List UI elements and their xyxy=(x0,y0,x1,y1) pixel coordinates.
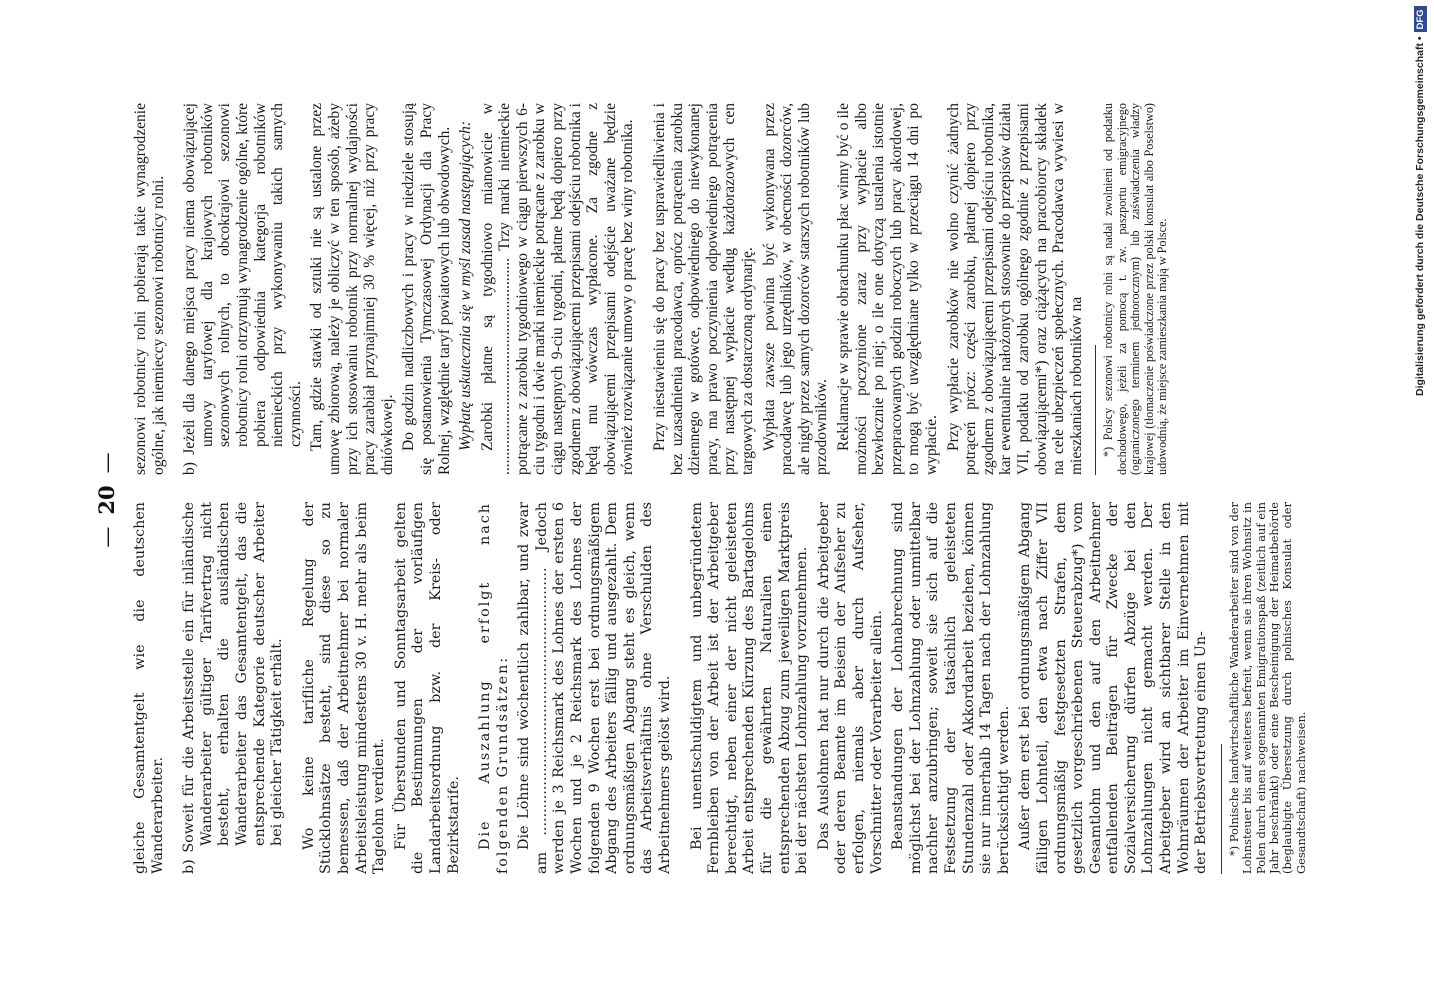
page-number-header xyxy=(94,0,119,1000)
polish-footnote: *) Polscy sezonowi robotnicy rolni są nadal zwolnieni od podatku dochodowego, jeżeli za pomocą t. zw. paszportu emigracyjnego (ograniczonego terminem jednorocznym) lub zaświadczenia władzy krajowej (tłomaczenie poświadczone przez polski konsulat albo Poselstwo) udowodnią, że miejsce zamieszkania mają w Polsce. xyxy=(1101,103,1169,475)
german-section-heading: Die Auszahlung erfolgt nach folgenden Grundsätzen: xyxy=(477,502,511,874)
polish-paragraph-10: Przy wypłacie zarobków nie wolno czynić żadnych potrąceń prócz: części zarobku, płatnej dopiero przy zgodnem z obowiązującemi przepisami odejściu robotnika, kar ewentualnie nałożonych stosownie do przepisów działu VII, podatku od zarobku ogólnego zgodnie z przepisami obowiązującemi*) oraz ciążących na pracobiorcy składek na cele ubezpieczeń społecznych. Pracodawca wywiesi w mieszkaniach robotników na xyxy=(944,103,1085,475)
german-paragraph-6: Die Löhne sind wöchentlich zahlbar, und zwar am ........................................................... Jedoch werden je 3 Reichsmark des Lohnes der ersten 6 Wochen und je 2 Reichsmark des Lohnes der folgenden 9 Wochen erst bei ordnungsmäßigem Abgang des Arbeiters fällig und ausgezahlt. Dem ordnungsmäßigen Abgang steht es gleich, wenn das Arbeitsverhältnis ohne Verschulden des Arbeitnehmers gelöst wird. xyxy=(516,502,674,874)
german-footnote-rule xyxy=(1221,744,1222,874)
polish-footnote-rule xyxy=(1095,345,1096,475)
dfg-logo: DFG xyxy=(1414,6,1427,32)
german-paragraph-2: b) Soweit für die Arbeitsstelle ein für inländische Wanderarbeiter gültiger Tarifvertrag nicht besteht, erhalten die ausländischen Wanderarbeiter das Gesamtentgelt, das die entsprechende Kategorie deutscher Arbeiter bei gleicher Tätigkeit erhält. xyxy=(181,502,286,874)
polish-paragraph-6: Zarobki płatne są tygodniowo mianowicie w ........................................................ Trzy marki niemieckie potrącane z zarobku tygodniowego w ciągu pierwszych 6-ciu tygodni i dwie marki niemieckie potrącane z zarobku w ciągu następnych 9-ciu tygodni, płatne będą dopiero przy zgodnem z obowiązującemi przepisami odejściu robotnika i będą mu wówczas wypłacone. Za zgodne z obowiązującemi przepisami odejście uważane będzie również rozwiązanie umowy o pracę bez winy robotnika. xyxy=(478,103,637,475)
page-number: 20 xyxy=(94,485,119,515)
german-paragraph-4: Für Überstunden und Sonntagsarbeit gelten die Bestimmungen der vorläufigen Landarbeitsordnung bzw. der Kreis- oder Bezirkstarife. xyxy=(392,502,462,874)
polish-paragraph-4: Do godzin nadliczbowych i pracy w niedziele stosują się postanowienia Tymczasowej Ordynacji dla Pracy Rolnej, względnie taryf powiatowych lub obwodowych. xyxy=(400,103,453,475)
german-column xyxy=(132,502,1322,874)
header-dash-left: — xyxy=(95,526,119,548)
polish-paragraph-2: b) Jeżeli dla danego miejsca pracy niema obowiązującej umowy taryfowej dla krajowych robotników sezonowych rolnych, to obcokrajowi sezonowi robotnicy rolni otrzymują wynagrodzenie ogólne, które pobiera odpowiednia kategorja robotników niemieckich przy wykonywaniu takich samych czynności. xyxy=(181,103,304,475)
digitization-credit-text: Digitalisierung gefördert durch die Deutsche Forschungsgemeinschaft • xyxy=(1414,36,1426,396)
polish-paragraph-8: Wypłata zawsze powinna być wykonywana przez pracodawcę lub jego urzędników, w obecności dozorców, ale nigdy przez samych dozorców starszych robotników lub przodowników. xyxy=(760,103,831,475)
polish-column xyxy=(132,103,1322,475)
german-paragraph-1: gleiche Gesamtentgelt wie die deutschen Wanderarbeiter. xyxy=(132,502,166,874)
digitization-credit-sidebar xyxy=(1408,0,1434,1000)
polish-section-heading xyxy=(457,103,475,475)
polish-section-heading-text: Wypłatę uskutecznia się w myśl zasad następujących: xyxy=(457,120,475,451)
digitization-credit xyxy=(1413,9,1427,396)
german-footnote: *) Polnische landwirtschaftliche Wanderarbeiter sind von der Lohnsteuer bis auf weiteres befreit, wenn sie ihren Wohnsitz in Polen durch einen sogenannten Emigrationspaß (zeitlich auf ein Jahr beschränkt) oder eine Bescheinigung der Heimatbehörde (beglaubigte Übersetzung durch polnisches Konsulat oder Gesandtschaft) nachweisen. xyxy=(1226,502,1308,874)
polish-paragraph-7: Przy niestawieniu się do pracy bez usprawiedliwienia i bez uzasadnienia pracodawca, oprócz potrącenia zarobku dziennego w gotówce, odpowiedniego do niewykonanej pracy, ma prawo poczynienia odpowiedniego potrącenia przy następnej wypłacie według każdorazowych cen targowych za dostarczoną ordynarję. xyxy=(651,103,756,475)
polish-paragraph-1: sezonowi robotnicy rolni pobierają takie wynagrodzenie ogólne, jak niemieccy sezonowi robotnicy rolni. xyxy=(132,103,167,475)
german-paragraph-10: Außer dem erst bei ordnungsmäßigem Abgang fälligen Lohnteil, den etwa nach Ziffer VII ordnungsmäßig festgesetzten Strafen, dem gesetzlich vorgeschriebenen Steuerabzug*) vom Gesamtlohn und den auf den Arbeitnehmer entfallenden Beiträgen für Zwecke der Sozialversicherung dürfen Abzüge bei den Lohnzahlungen nicht gemacht werden. Der Arbeitgeber wird an sichtbarer Stelle in den Wohnräumen der Arbeiter im Einvernehmen mit der Betriebsvertretung einen Un- xyxy=(1017,502,1210,874)
header-dash-right: — xyxy=(95,452,119,474)
german-paragraph-3: Wo keine tarifliche Regelung der Stücklohnsätze besteht, sind diese so zu bemessen, daß der Arbeitnehmer bei normaler Arbeitsleistung mindestens 30 v. H. mehr als beim Tagelohn verdient. xyxy=(300,502,388,874)
german-paragraph-7: Bei unentschuldigtem und unbegründetem Fernbleiben von der Arbeit ist der Arbeitgeber berechtigt, neben einer der nicht geleisteten Arbeit entsprechenden Kürzung des Bartagelohns für die gewährten Naturalien einen entsprechenden Abzug zum jeweiligen Marktpreis bei der nächsten Lohnzahlung vorzunehmen. xyxy=(688,502,811,874)
polish-paragraph-9: Reklamacje w sprawie obrachunku płac winny być o ile możności poczynione zaraz przy wypłacie albo bezwłocznie po niej; o ile one dotyczą ustalenia istotnie przepracowanych godzin roboczych lub pracy akordowej, to mogą być uwzględniane tylko w przeciągu 14 dni po wypłacie. xyxy=(834,103,940,475)
sidebar-rotated xyxy=(1408,0,1434,1000)
german-paragraph-8: Das Auslohnen hat nur durch die Arbeitgeber oder deren Beamte im Beisein der Aufseher zu erfolgen, niemals aber durch Aufseher, Vorschnitter oder Vorarbeiter allein. xyxy=(815,502,885,874)
german-paragraph-9: Beanstandungen der Lohnabrechnung sind möglichst bei der Lohnzahlung oder unmittelbar nachher anzubringen; soweit sie sich auf die Festsetzung der tatsächlich geleisteten Stundenzahl oder Akkordarbeit beziehen, können sie nur innerhalb 14 Tagen nach der Lohnzahlung berücksichtigt werden. xyxy=(890,502,1012,874)
polish-paragraph-3: Tam, gdzie stawki od sztuki nie są ustalone przez umowę zbiorową, należy je obliczyć w ten sposób, ażeby przy ich stosowaniu robotnik przy normalnej wydajności pracy zarabiał przynajmniej 30 % więcej, niż przy pracy dniówkowej. xyxy=(308,103,396,475)
